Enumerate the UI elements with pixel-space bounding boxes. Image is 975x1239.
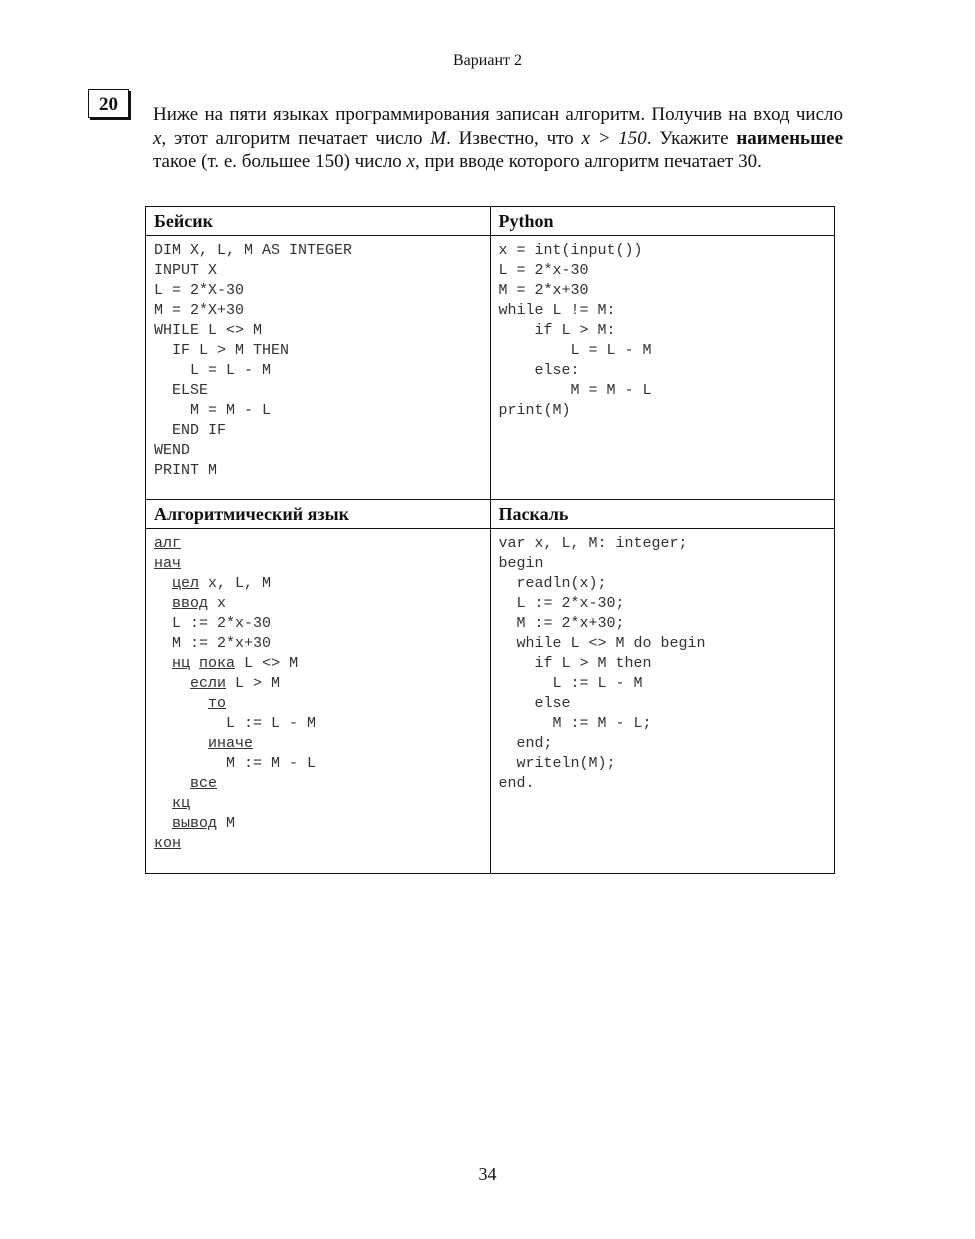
- pascal-title: Паскаль: [490, 500, 835, 529]
- code-line: PRINT M: [154, 462, 218, 479]
- code-line: readln(x);: [498, 575, 607, 592]
- task-text-5: такое (т. е. большее 150) число: [153, 151, 407, 172]
- pascal-code-cell: [490, 529, 835, 874]
- task-text-2: , этот алгоритм печатает число: [161, 127, 431, 149]
- kw-vvod: ввод: [172, 595, 209, 612]
- question-number: 20: [88, 89, 129, 118]
- task-text-6: , при вводе которого алгоритм печатает 30.: [415, 151, 762, 172]
- page-number: 34: [478, 1164, 497, 1184]
- python-code-cell: [490, 236, 835, 500]
- code-table: [145, 206, 835, 874]
- code-line: END IF: [154, 422, 227, 439]
- task-text: [153, 103, 843, 174]
- code-line: M = M - L: [498, 382, 652, 399]
- algo-line-m: M := 2*x+30: [154, 635, 272, 652]
- variant-header: Вариант 2: [453, 52, 522, 69]
- code-line: M := 2*x+30;: [498, 615, 625, 632]
- code-line: L = L - M: [498, 342, 652, 359]
- code-line: L := 2*x-30;: [498, 595, 625, 612]
- algo-code-cell: [146, 529, 491, 874]
- code-line: begin: [498, 555, 544, 572]
- code-line: L := L - M: [498, 675, 643, 692]
- task-text-4: . Укажите: [646, 127, 737, 149]
- kw-inache: иначе: [208, 735, 254, 752]
- algo-code: [146, 529, 490, 854]
- algo-title: Алгоритмический язык: [146, 500, 491, 529]
- code-line: M := M - L;: [498, 715, 652, 732]
- code-line: INPUT X: [154, 262, 218, 279]
- kw-esli: если: [190, 675, 227, 692]
- algo-line-l: L := 2*x-30: [154, 615, 272, 632]
- code-line: M = 2*X+30: [154, 302, 245, 319]
- kw-kon: кон: [154, 835, 182, 852]
- code-line: if L > M:: [498, 322, 616, 339]
- code-line: end.: [498, 775, 535, 792]
- code-line: var x, L, M: integer;: [498, 535, 688, 552]
- code-line: ELSE: [154, 382, 209, 399]
- pascal-code: [491, 529, 835, 794]
- kw-vse: все: [190, 775, 218, 792]
- code-line: writeln(M);: [498, 755, 616, 772]
- code-line: M = 2*x+30: [498, 282, 589, 299]
- algo-vyvod-rest: M: [217, 815, 236, 832]
- code-line: else: [498, 695, 571, 712]
- code-line: L = 2*X-30: [154, 282, 245, 299]
- algo-vvod-rest: x: [208, 595, 227, 612]
- kw-poka: пока: [199, 655, 236, 672]
- code-line: WHILE L <> M: [154, 322, 263, 339]
- code-line: while L != M:: [498, 302, 616, 319]
- code-line: end;: [498, 735, 553, 752]
- kw-vyvod: вывод: [172, 815, 218, 832]
- code-line: L = L - M: [154, 362, 272, 379]
- algo-line-mm: M := M - L: [154, 755, 317, 772]
- kw-to: то: [208, 695, 227, 712]
- code-line: x = int(input()): [498, 242, 643, 259]
- algo-cel-rest: x, L, M: [199, 575, 272, 592]
- code-line: else:: [498, 362, 580, 379]
- task-bold-word: наименьшее: [736, 127, 844, 149]
- code-line: while L <> M do begin: [498, 635, 706, 652]
- kw-nc: нц: [172, 655, 191, 672]
- kw-cel: цел: [172, 575, 200, 592]
- code-line: M = M - L: [154, 402, 272, 419]
- code-line: DIM X, L, M AS INTEGER: [154, 242, 353, 259]
- var-m: M: [430, 127, 447, 149]
- kw-kc: кц: [172, 795, 191, 812]
- task-text-1: Ниже на пяти языках программирования записан алгоритм. Получив на вход число: [153, 104, 843, 125]
- basic-code-cell: [146, 236, 491, 500]
- code-line: L = 2*x-30: [498, 262, 589, 279]
- basic-code: [146, 236, 490, 481]
- kw-alg: алг: [154, 535, 182, 552]
- python-title: Python: [490, 207, 835, 236]
- condition: x > 150: [581, 127, 647, 149]
- code-line: IF L > M THEN: [154, 342, 290, 359]
- kw-nach: нач: [154, 555, 182, 572]
- var-x-2: x: [406, 151, 415, 172]
- algo-esli-rest: L > M: [226, 675, 281, 692]
- algo-line-ll: L := L - M: [154, 715, 317, 732]
- var-x: x: [153, 127, 162, 149]
- task-text-3: . Известно, что: [446, 127, 582, 149]
- code-line: if L > M then: [498, 655, 652, 672]
- code-line: print(M): [498, 402, 571, 419]
- code-line: WEND: [154, 442, 191, 459]
- algo-poka-rest: L <> M: [235, 655, 299, 672]
- python-code: [491, 236, 835, 421]
- basic-title: Бейсик: [146, 207, 491, 236]
